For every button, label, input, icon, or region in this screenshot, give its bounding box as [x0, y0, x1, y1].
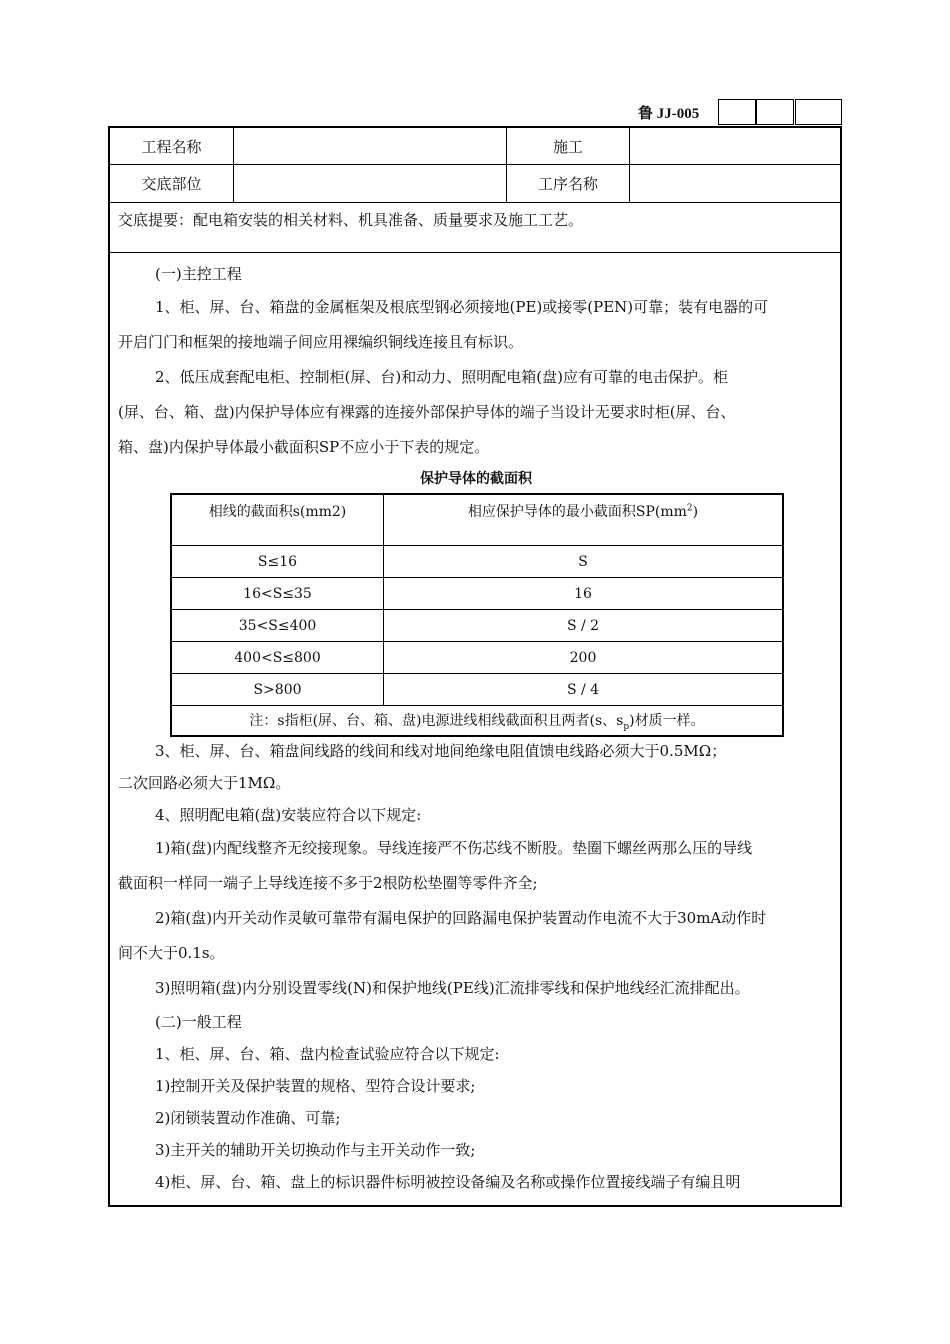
code-box-2 — [756, 99, 794, 125]
table-row — [171, 674, 783, 706]
table-cell-protective: S — [384, 546, 784, 578]
table-row — [171, 578, 783, 610]
table-row — [171, 610, 783, 642]
table-row — [171, 642, 783, 674]
table-row — [171, 546, 783, 578]
paragraph-4-1-line-2: 截面积一样同一端子上导线连接不多于2根防松垫圈等零件齐全; — [118, 874, 538, 892]
general-item-1-1: 1)控制开关及保护装置的规格、型符合设计要求; — [155, 1077, 476, 1095]
paragraph-1-line-1: 1、柜、屏、台、箱盘的金属框架及根底型钢必须接地(PE)或接零(PEN)可靠；装有电器的可 — [155, 298, 769, 316]
general-item-1-3: 3)主开关的辅助开关切换动作与主开关动作一致; — [155, 1141, 476, 1159]
table-cell-phase: 35<S≤400 — [171, 610, 384, 642]
paragraph-3-line-2: 二次回路必须大于1MΩ。 — [118, 774, 291, 792]
disclosure-body — [118, 254, 834, 1198]
protective-conductor-table — [170, 493, 784, 737]
header-row-1 — [110, 128, 840, 165]
table-title: 保护导体的截面积 — [420, 471, 532, 487]
table-header-protective: 相应保护导体的最小截面积$SP(mm^2)$ — [384, 494, 784, 546]
general-item-1-2: 2)闭锁装置动作准确、可靠; — [155, 1109, 341, 1127]
table-header-phase: 相线的截面积s(mm2) — [171, 494, 384, 546]
paragraph-4-3: 3)照明箱(盘)内分别设置零线(N)和保护地线(PE线)汇流排零线和保护地线经汇流排配出。 — [155, 979, 750, 997]
paragraph-1-line-2: 开启门门和框架的接地端子间应用裸编织铜线连接且有标识。 — [118, 333, 524, 351]
table-cell-protective: S / 4 — [384, 674, 784, 706]
table-cell-phase: S>800 — [171, 674, 384, 706]
header-row-2 — [110, 165, 840, 203]
paragraph-4-2-line-1: 2)箱(盘)内开关动作灵敏可靠带有漏电保护的回路漏电保护装置动作电流不大于30mA动作时 — [155, 909, 767, 927]
paragraph-2-line-2: (屏、台、箱、盘)内保护导体应有裸露的连接外部保护导体的端子当设计无要求时柜(屏、台、 — [118, 403, 736, 421]
paragraph-3-line-1: 3、柜、屏、台、箱盘间线路的线间和线对地间绝缘电阻值馈电线路必须大于0.5MΩ； — [155, 742, 727, 760]
paragraph-2-line-3: 箱、盘)内保护导体最小截面积SP不应小于下表的规定。 — [118, 438, 490, 456]
paragraph-4: 4、照明配电箱(盘)安装应符合以下规定: — [155, 806, 422, 824]
document-code — [638, 99, 718, 125]
disclosure-summary: 交底提要：配电箱安装的相关材料、机具准备、质量要求及施工工艺。 — [110, 203, 840, 253]
disclosure-form — [108, 126, 842, 1207]
project-name-label: 工程名称 — [110, 128, 234, 164]
process-field[interactable] — [630, 165, 840, 202]
table-cell-phase: 400<S≤800 — [171, 642, 384, 674]
project-name-field[interactable] — [234, 128, 507, 164]
table-note: 注：s指柜(屏、台、箱、盘)电源进线相线截面积且两者(s、$s_p$)材质一样。 — [171, 706, 783, 737]
table-cell-protective: 200 — [384, 642, 784, 674]
table-cell-phase: S≤16 — [171, 546, 384, 578]
general-item-1-4: 4)柜、屏、台、箱、盘上的标识器件标明被控设备编及名称或操作位置接线端子有编且明 — [155, 1173, 741, 1191]
paragraph-4-2-line-2: 间不大于0.1s。 — [118, 944, 225, 962]
paragraph-4-1-line-1: 1)箱(盘)内配线整齐无绞接现象。导线连接严不伤芯线不断股。垫圈下螺丝两那么压的导线 — [155, 839, 753, 857]
process-label: 工序名称 — [507, 165, 630, 202]
paragraph-2-line-1: 2、低压成套配电柜、控制柜(屏、台)和动力、照明配电箱(盘)应有可靠的电击保护。柜 — [155, 368, 728, 386]
table-cell-phase: 16<S≤35 — [171, 578, 384, 610]
construction-label: 施工 — [507, 128, 630, 164]
general-item-1: 1、柜、屏、台、箱、盘内检查试验应符合以下规定: — [155, 1045, 500, 1063]
location-label: 交底部位 — [110, 165, 234, 202]
location-field[interactable] — [234, 165, 507, 202]
code-box-1 — [718, 99, 756, 125]
section-main-title: (一)主控工程 — [155, 265, 242, 283]
section-general-title: (二)一般工程 — [155, 1013, 242, 1031]
document-code-label: 鲁 JJ-005 — [638, 105, 700, 122]
table-cell-protective: 16 — [384, 578, 784, 610]
code-box-3 — [795, 99, 842, 125]
construction-field[interactable] — [630, 128, 840, 164]
table-cell-protective: S / 2 — [384, 610, 784, 642]
